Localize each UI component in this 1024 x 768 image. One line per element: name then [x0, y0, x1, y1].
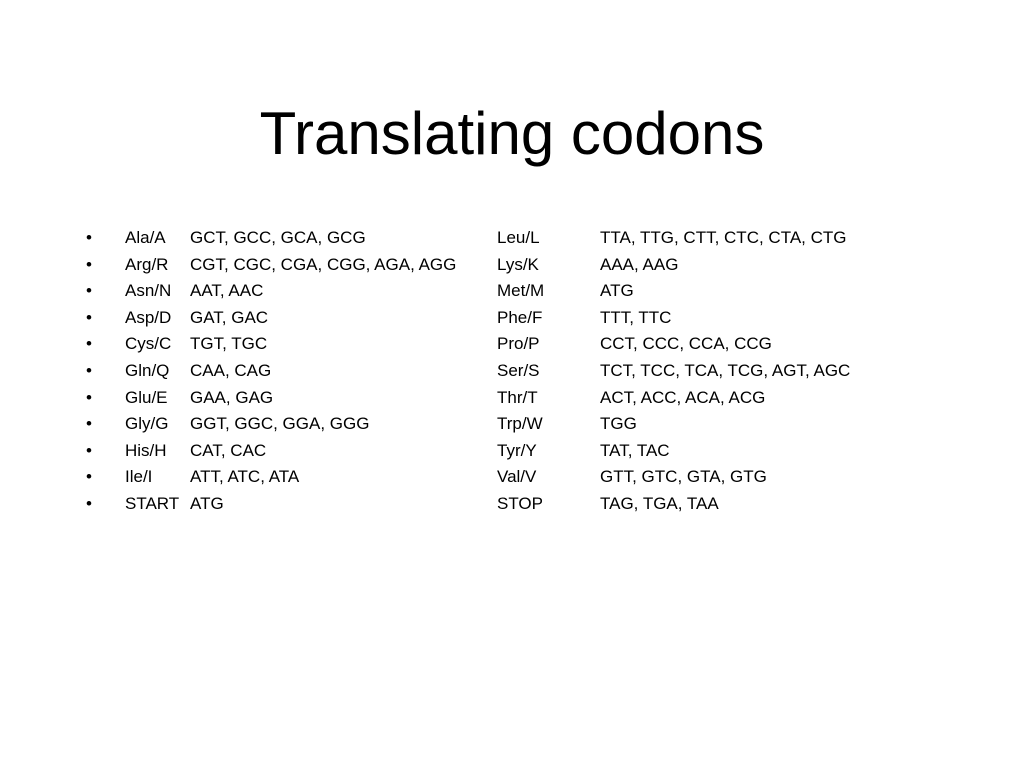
amino-acid-abbr: Phe/F [497, 307, 543, 327]
codon-list-text: GAA, GAG [190, 387, 274, 407]
codon-list-text: GGT, GGC, GGA, GGG [190, 414, 370, 434]
codon-list-text: AAT, AAC [190, 281, 264, 301]
bullet: • [86, 307, 92, 327]
codon-row-ala-leu [0, 225, 1024, 252]
codon-row-start-stop [0, 491, 1024, 518]
codon-list-text: ACT, ACC, ACA, ACG [600, 387, 766, 407]
slide-title: Translating codons [259, 100, 765, 167]
codon-list-text: TGG [600, 414, 637, 434]
stop-label: STOP [497, 493, 543, 513]
codon-row-gln-ser [0, 358, 1024, 385]
amino-acid-abbr: Tyr/Y [497, 440, 537, 460]
bullet: • [86, 228, 92, 247]
amino-acid-abbr: Glu/E [125, 387, 168, 407]
codon-row-cys-pro [0, 331, 1024, 358]
bullet: • [86, 493, 92, 513]
codon-list-text: GAT, GAC [190, 307, 269, 327]
codon-list-text: GTT, GTC, GTA, GTG [600, 467, 767, 487]
codon-list-text: ATG [190, 493, 224, 513]
codon-row-his-tyr [0, 438, 1024, 465]
bullet: • [86, 254, 92, 274]
codon-list-text: TTT, TTC [600, 307, 672, 327]
codon-list-text: TCT, TCC, TCA, TCG, AGT, AGC [600, 360, 851, 380]
amino-acid-abbr: Lys/K [497, 254, 539, 274]
codon-row-glu-thr [0, 385, 1024, 412]
codon-list-text: AAA, AAG [600, 254, 679, 274]
bullet: • [86, 281, 92, 301]
amino-acid-abbr: Val/V [497, 467, 537, 487]
bullet: • [86, 467, 92, 487]
codon-list-text: ATG [600, 281, 634, 301]
bullet: • [86, 334, 92, 354]
amino-acid-abbr: Gln/Q [125, 360, 170, 380]
amino-acid-abbr: Arg/R [125, 254, 169, 274]
amino-acid-abbr: Leu/L [497, 228, 540, 247]
codon-list-text: GCT, GCC, GCA, GCG [190, 228, 366, 247]
amino-acid-abbr: Ile/I [125, 467, 153, 487]
codon-list-text: ATT, ATC, ATA [190, 467, 300, 487]
amino-acid-abbr: Ala/A [125, 228, 166, 247]
amino-acid-abbr: Ser/S [497, 360, 540, 380]
amino-acid-abbr: Gly/G [125, 414, 169, 434]
bullet: • [86, 387, 92, 407]
codon-row-arg-lys [0, 252, 1024, 279]
codon-row-asp-phe [0, 305, 1024, 332]
amino-acid-abbr: His/H [125, 440, 167, 460]
codon-row-ile-val [0, 464, 1024, 491]
bullet: • [86, 360, 92, 380]
codon-list-text: CAT, CAC [190, 440, 267, 460]
codon-list-text: TAT, TAC [600, 440, 670, 460]
codon-list-text: CGT, CGC, CGA, CGG, AGA, AGG [190, 254, 457, 274]
amino-acid-abbr: Asp/D [125, 307, 172, 327]
amino-acid-abbr: Asn/N [125, 281, 172, 301]
codon-list-text: CCT, CCC, CCA, CCG [600, 334, 772, 354]
codon-list-text: TTA, TTG, CTT, CTC, CTA, CTG [600, 228, 847, 247]
bullet: • [86, 440, 92, 460]
codon-table [0, 225, 1024, 518]
bullet: • [86, 414, 92, 434]
codon-list-text: TAG, TGA, TAA [600, 493, 719, 513]
amino-acid-abbr: Met/M [497, 281, 545, 301]
codon-list-text: CAA, CAG [190, 360, 272, 380]
codon-list-text: TGT, TGC [190, 334, 268, 354]
amino-acid-abbr: Cys/C [125, 334, 172, 354]
start-label: START [125, 493, 180, 513]
codon-row-gly-trp [0, 411, 1024, 438]
codon-row-asn-met [0, 278, 1024, 305]
amino-acid-abbr: Thr/T [497, 387, 538, 407]
amino-acid-abbr: Pro/P [497, 334, 540, 354]
amino-acid-abbr: Trp/W [497, 414, 543, 434]
